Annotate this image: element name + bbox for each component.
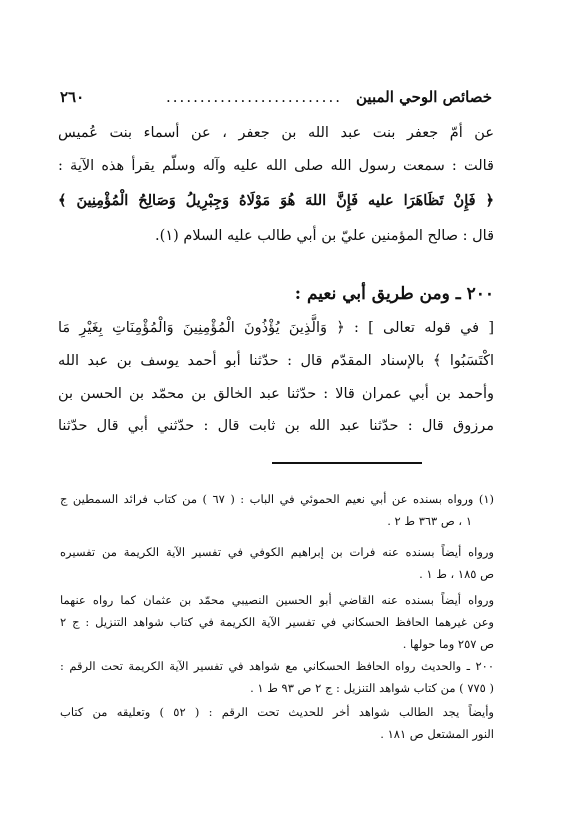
footnote-line: ( ٧٧٥ ) من كتاب شواهد التنزيل : ج ٢ ص ٩٣ ط ١ . (250, 681, 494, 695)
footnote-line: ٢٠٠ ـ والحديث رواه الحافظ الحسكاني مع شواهد في تفسير الآية الكريمة تحت الرقم : (60, 659, 494, 673)
footnote-line: ورواه أيضاً بسنده عنه فرات بن إبراهيم الكوفي في تفسير الآية الكريمة من تفسيره (60, 545, 494, 559)
footnote-line: ورواه أيضاً بسنده عنه القاضي أبو الحسين النصيبي محمّد بن عثمان كما رواه عنهما (60, 593, 494, 607)
header-leader-dots: .......................... (166, 88, 342, 106)
quran-verse: ﴿ فَإِنْ تَظَاهَرَا عليه فَإِنَّ اللهَ هُوَ مَوْلَاهُ وَجِبْرِيلُ وَصَالِحُ الْمُؤْمِنِينَ ﴾ (58, 192, 494, 209)
footnote-line: النور المشتعل ص ١٨١ . (380, 727, 494, 741)
footnote-line: وعن غيرهما الحافظ الحسكاني في تفسير الآية الكريمة في كتاب شواهد التنزيل : ج ٢ (60, 615, 494, 629)
section-heading: ٢٠٠ ـ ومن طريق أبي نعيم : (294, 284, 494, 304)
running-title: خصائص الوحي المبين (356, 88, 492, 106)
page-number: ٢٦٠ (60, 88, 85, 106)
body-line: قال : صالح المؤمنين عليّ بن أبي طالب عليه السلام (١). (155, 228, 494, 244)
body-line: [ في قوله تعالى ] : ﴿ وَالَّذِينَ يُؤْذُونَ الْمُؤْمِنِينَ وَالْمُؤْمِنَاتِ بِغَيْرِ مَا (58, 320, 494, 336)
body-line: وأحمد بن أبي عمران قالا : حدّثنا عبد الخالق بن محمّد بن الحسن بن (58, 386, 494, 402)
footnote-line: ص ١٨٥ ، ط ١ . (419, 567, 494, 581)
footnote-line: (١) ورواه بسنده عن أبي نعيم الحموئي في الباب : ( ٦٧ ) من كتاب فرائد السمطين ج (60, 492, 494, 506)
body-line: اكْتَسَبُوا ﴾ بالإسناد المقدّم قال : حدّثنا أبو أحمد يوسف بن عبد الله (58, 353, 494, 369)
footnote-line: ١ ، ص ٣٦٣ ط ٢ . (387, 514, 472, 528)
footnote-line: ص ٢٥٧ وما حولها . (402, 637, 494, 651)
body-line: مرزوق قال : حدّثنا عبد الله بن ثابت قال : حدّثني أبي قال حدّثنا (58, 418, 494, 434)
page-header (60, 88, 492, 110)
body-line: عن أمّ جعفر بنت عبد الله بن جعفر ، عن أسماء بنت عُميس (58, 125, 494, 141)
footnote-line: وأيضاً يجد الطالب شواهد أخر للحديث تحت الرقم : ( ٥٢ ) وتعليقه من كتاب (60, 705, 494, 719)
footnote-separator (272, 462, 422, 464)
body-line: قالت : سمعت رسول الله صلى الله عليه وآله وسلّم يقرأ هذه الآية : (58, 158, 494, 174)
